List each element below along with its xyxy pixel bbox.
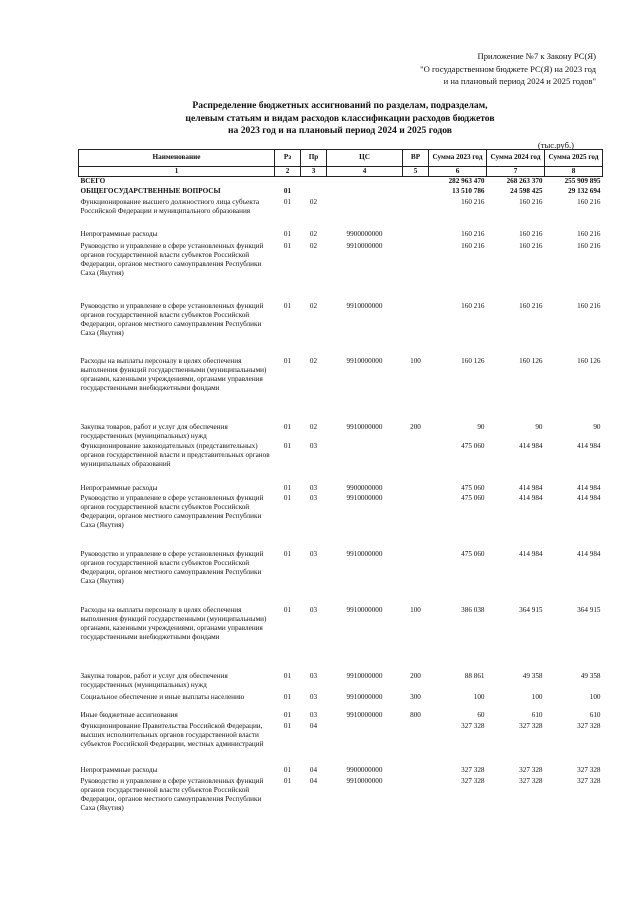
- cell-rz: 01: [283, 441, 292, 450]
- cell-vr: 200: [410, 671, 421, 680]
- cell-sum-2025: 327 328: [577, 776, 601, 785]
- table-row: [79, 766, 603, 777]
- cell-pr: 04: [309, 721, 318, 730]
- cell-sum-2023: 475 060: [461, 441, 485, 450]
- cell-name: Закупка товаров, работ и услуг для обеспечения государственных (муниципальных) нужд: [80, 422, 228, 440]
- cell-name: Функционирование высшего должностного лица субъекта Российской Федерации и муниципального образования: [80, 197, 260, 215]
- cell-rz: 01: [283, 229, 292, 238]
- cell-pr: 03: [309, 692, 318, 701]
- cell-sum-2025: 49 358: [580, 671, 601, 680]
- cell-rz: 01: [283, 721, 292, 730]
- cell-rz: 01: [283, 549, 292, 558]
- table-row: [79, 230, 603, 242]
- cell-sum-2024: 49 358: [522, 671, 543, 680]
- cell-rz: 01: [283, 710, 292, 719]
- table-body: [79, 177, 603, 817]
- cell-name: ОБЩЕГОСУДАРСТВЕННЫЕ ВОПРОСЫ: [80, 186, 221, 195]
- cell-sum-2023: 327 328: [461, 721, 485, 730]
- cell-rz: [275, 177, 301, 187]
- cell-vr: [403, 766, 429, 777]
- cell-sum-2023: 90: [477, 422, 485, 431]
- cell-rz: 01: [283, 765, 292, 774]
- cell-pr: 02: [309, 356, 318, 365]
- cell-vr: [403, 187, 429, 198]
- cell-sum-2024: 364 915: [519, 605, 543, 614]
- appendix-line: "О государственном бюджете РС(Я) на 2023 год: [420, 63, 596, 74]
- col-header-sum-2024: Сумма 2024 год: [487, 150, 545, 167]
- cell-name: Руководство и управление в сфере установленных функций органов государственной власти субъектов Российской Федерации, органов местного самоуправления Республики Саха (Якутия): [80, 493, 264, 530]
- cell-cs: 9900000000: [346, 229, 383, 238]
- cell-vr: 300: [410, 692, 421, 701]
- cell-sum-2023: 160 216: [461, 241, 485, 250]
- cell-sum-2025: 414 984: [577, 483, 601, 492]
- cell-pr: 03: [309, 483, 318, 492]
- cell-sum-2024: 24 598 425: [510, 186, 543, 195]
- cell-vr: [403, 442, 429, 484]
- cell-vr: [403, 242, 429, 302]
- cell-sum-2024: 160 216: [519, 197, 543, 206]
- cell-name: Руководство и управление в сфере установленных функций органов государственной власти субъектов Российской Федерации, органов местного самоуправления Республики Саха (Якутия): [80, 549, 264, 586]
- cell-sum-2024: 160 216: [519, 241, 543, 250]
- cell-pr: 02: [309, 301, 318, 310]
- cell-rz: 01: [283, 776, 292, 785]
- table-row: [79, 722, 603, 766]
- col-header-sum-2025: Сумма 2025 год: [545, 150, 603, 167]
- cell-name: Непрограммные расходы: [80, 229, 158, 238]
- table-row: [79, 187, 603, 198]
- cell-sum-2025: 160 216: [577, 229, 601, 238]
- cell-sum-2023: 100: [473, 692, 485, 701]
- cell-cs: 9910000000: [346, 241, 383, 250]
- cell-sum-2023: 13 510 786: [452, 186, 485, 195]
- cell-pr: 02: [309, 229, 318, 238]
- cell-sum-2024: 414 984: [519, 441, 543, 450]
- cell-name: Функционирование законодательных (представительных) органов государственной власти и представительных органов муниципальных образований: [80, 441, 270, 469]
- cell-sum-2025: 160 216: [577, 301, 601, 310]
- cell-rz: 01: [283, 241, 292, 250]
- cell-vr: [403, 550, 429, 606]
- cell-sum-2023: 475 060: [461, 549, 485, 558]
- col-number: 7: [487, 167, 545, 177]
- cell-cs: [327, 198, 403, 230]
- cell-sum-2025: 90: [593, 422, 601, 431]
- cell-vr: [403, 722, 429, 766]
- cell-name: Руководство и управление в сфере установленных функций органов государственной власти субъектов Российской Федерации, органов местного самоуправления Республики Саха (Якутия): [80, 301, 264, 338]
- col-number: 1: [79, 167, 275, 177]
- cell-sum-2023: 386 038: [461, 605, 485, 614]
- cell-sum-2025: 414 984: [577, 549, 601, 558]
- col-header-vr: ВР: [403, 150, 429, 167]
- table-row: [79, 357, 603, 423]
- cell-sum-2025: 100: [589, 692, 601, 701]
- cell-sum-2023: 88 861: [464, 671, 485, 680]
- cell-cs: 9910000000: [346, 776, 383, 785]
- cell-name: Руководство и управление в сфере установленных функций органов государственной власти субъектов Российской Федерации, органов местного самоуправления Республики Саха (Якутия): [80, 241, 264, 278]
- cell-cs: [327, 442, 403, 484]
- budget-table: [78, 149, 603, 817]
- cell-vr: 200: [410, 422, 421, 431]
- col-number: 8: [545, 167, 603, 177]
- table-row: [79, 442, 603, 484]
- cell-pr: 02: [309, 241, 318, 250]
- cell-vr: [403, 198, 429, 230]
- cell-sum-2023: 160 216: [461, 301, 485, 310]
- cell-sum-2023: 60: [477, 710, 485, 719]
- cell-sum-2025: 160 126: [577, 356, 601, 365]
- cell-sum-2025: 327 328: [577, 721, 601, 730]
- cell-pr: 02: [309, 422, 318, 431]
- table-row: [79, 711, 603, 722]
- cell-pr: 03: [309, 605, 318, 614]
- appendix-note: [420, 50, 596, 88]
- cell-vr: [403, 302, 429, 357]
- cell-cs: [327, 722, 403, 766]
- table-row: [79, 242, 603, 302]
- appendix-line: и на плановый период 2024 и 2025 годов": [443, 76, 596, 86]
- table-row: [79, 693, 603, 711]
- cell-pr: 03: [309, 710, 318, 719]
- table-row: [79, 423, 603, 442]
- cell-sum-2023: 327 328: [461, 765, 485, 774]
- cell-pr: [301, 177, 327, 187]
- cell-vr: [403, 177, 429, 187]
- cell-sum-2024: 160 126: [519, 356, 543, 365]
- cell-rz: 01: [283, 493, 292, 502]
- cell-sum-2025: 610: [589, 710, 601, 719]
- title-line: на 2023 год и на плановый период 2024 и 2025 годов: [228, 125, 452, 136]
- col-header-rz: Рз: [275, 150, 301, 167]
- cell-pr: [301, 187, 327, 198]
- cell-sum-2025: 414 984: [577, 441, 601, 450]
- table-row: [79, 672, 603, 693]
- cell-sum-2024: 327 328: [519, 721, 543, 730]
- cell-vr: [403, 230, 429, 242]
- table-row: [79, 777, 603, 817]
- cell-vr: [403, 494, 429, 550]
- table-row: [79, 302, 603, 357]
- cell-cs: 9900000000: [346, 483, 383, 492]
- cell-sum-2023: 475 060: [461, 493, 485, 502]
- header-row: [79, 150, 603, 167]
- cell-name: Непрограммные расходы: [80, 483, 158, 492]
- cell-pr: 02: [309, 197, 318, 206]
- cell-vr: [403, 484, 429, 494]
- table-row: [79, 177, 603, 187]
- cell-name: ВСЕГО: [80, 177, 106, 186]
- col-number: 5: [403, 167, 429, 177]
- cell-cs: [327, 177, 403, 187]
- cell-vr: 800: [410, 710, 421, 719]
- cell-cs: 9910000000: [346, 605, 383, 614]
- cell-cs: 9910000000: [346, 549, 383, 558]
- title-line: Распределение бюджетных ассигнований по разделам, подразделам,: [192, 100, 488, 111]
- col-number: 3: [301, 167, 327, 177]
- cell-cs: [327, 187, 403, 198]
- cell-pr: 03: [309, 493, 318, 502]
- col-number: 4: [327, 167, 403, 177]
- appendix-line: Приложение №7 к Закону РС(Я): [477, 51, 596, 61]
- col-header-cs: ЦС: [327, 150, 403, 167]
- cell-sum-2024: 268 263 370: [506, 177, 543, 186]
- cell-sum-2025: 364 915: [577, 605, 601, 614]
- cell-rz: 01: [283, 605, 292, 614]
- cell-sum-2024: 327 328: [519, 776, 543, 785]
- cell-cs: 9910000000: [346, 671, 383, 680]
- units-label: (тыс.руб.): [537, 140, 574, 150]
- cell-rz: 01: [283, 301, 292, 310]
- cell-vr: 100: [410, 605, 421, 614]
- cell-pr: 03: [309, 549, 318, 558]
- cell-sum-2023: 160 216: [461, 229, 485, 238]
- cell-name: Непрограммные расходы: [80, 765, 158, 774]
- cell-rz: 01: [283, 422, 292, 431]
- cell-rz: 01: [283, 692, 292, 701]
- cell-name: Расходы на выплаты персоналу в целях обеспечения выполнения функций государственными (муниципальными) органами, казенными учреждениями, органами управления государственными внебюджетными фондами: [80, 605, 267, 642]
- cell-cs: 9910000000: [346, 710, 383, 719]
- cell-pr: 04: [309, 765, 318, 774]
- cell-sum-2023: 282 963 470: [448, 177, 485, 186]
- cell-pr: 04: [309, 776, 318, 785]
- col-header-sum-2023: Сумма 2023 год: [429, 150, 487, 167]
- col-number: 2: [275, 167, 301, 177]
- cell-sum-2023: 160 216: [461, 197, 485, 206]
- cell-cs: 9900000000: [346, 765, 383, 774]
- cell-name: Социальное обеспечение и иные выплаты населению: [80, 692, 245, 701]
- cell-rz: 01: [283, 197, 292, 206]
- cell-sum-2024: 100: [531, 692, 543, 701]
- cell-sum-2024: 610: [531, 710, 543, 719]
- cell-sum-2024: 160 216: [519, 301, 543, 310]
- table-row: [79, 198, 603, 230]
- cell-vr: 100: [410, 356, 421, 365]
- cell-sum-2025: 160 216: [577, 241, 601, 250]
- cell-pr: 03: [309, 671, 318, 680]
- table-row: [79, 484, 603, 494]
- cell-sum-2023: 160 126: [461, 356, 485, 365]
- cell-sum-2025: 327 328: [577, 765, 601, 774]
- cell-sum-2024: 414 984: [519, 549, 543, 558]
- cell-sum-2024: 414 984: [519, 483, 543, 492]
- cell-rz: 01: [283, 186, 292, 195]
- cell-name: Функционирование Правительства Российской Федерации, высших исполнительных органов государственной власти субъектов Российской Федерации, местных администраций: [80, 721, 264, 749]
- cell-sum-2025: 255 909 895: [564, 177, 601, 186]
- col-number: 6: [429, 167, 487, 177]
- cell-cs: 9910000000: [346, 692, 383, 701]
- cell-cs: 9910000000: [346, 493, 383, 502]
- cell-sum-2025: 29 132 694: [568, 186, 601, 195]
- cell-cs: 9910000000: [346, 301, 383, 310]
- cell-name: Руководство и управление в сфере установленных функций органов государственной власти субъектов Российской Федерации, органов местного самоуправления Республики Саха (Якутия): [80, 776, 264, 813]
- table-row: [79, 550, 603, 606]
- table-row: [79, 494, 603, 550]
- cell-name: Расходы на выплаты персоналу в целях обеспечения выполнения функций государственными (муниципальными) органами, казенными учреждениями, органами управления государственными внебюджетными фондами: [80, 356, 267, 393]
- col-header-pr: Пр: [301, 150, 327, 167]
- cell-pr: 03: [309, 441, 318, 450]
- table-row: [79, 606, 603, 672]
- cell-sum-2024: 160 216: [519, 229, 543, 238]
- cell-cs: 9910000000: [346, 422, 383, 431]
- cell-cs: 9910000000: [346, 356, 383, 365]
- cell-sum-2023: 327 328: [461, 776, 485, 785]
- cell-sum-2024: 327 328: [519, 765, 543, 774]
- cell-rz: 01: [283, 356, 292, 365]
- cell-sum-2024: 414 984: [519, 493, 543, 502]
- cell-rz: 01: [283, 671, 292, 680]
- cell-sum-2024: 90: [535, 422, 543, 431]
- cell-sum-2025: 414 984: [577, 493, 601, 502]
- title-line: целевым статьям и видам расходов классификации расходов бюджетов: [185, 112, 495, 124]
- cell-name: Иные бюджетные ассигнования: [80, 710, 178, 719]
- cell-sum-2023: 475 060: [461, 483, 485, 492]
- column-number-row: [79, 167, 603, 177]
- cell-name: Закупка товаров, работ и услуг для обеспечения государственных (муниципальных) нужд: [80, 671, 228, 689]
- col-header-name: Наименование: [79, 150, 275, 167]
- cell-vr: [403, 777, 429, 817]
- cell-sum-2025: 160 216: [577, 197, 601, 206]
- cell-rz: 01: [283, 483, 292, 492]
- document-title: [120, 100, 560, 138]
